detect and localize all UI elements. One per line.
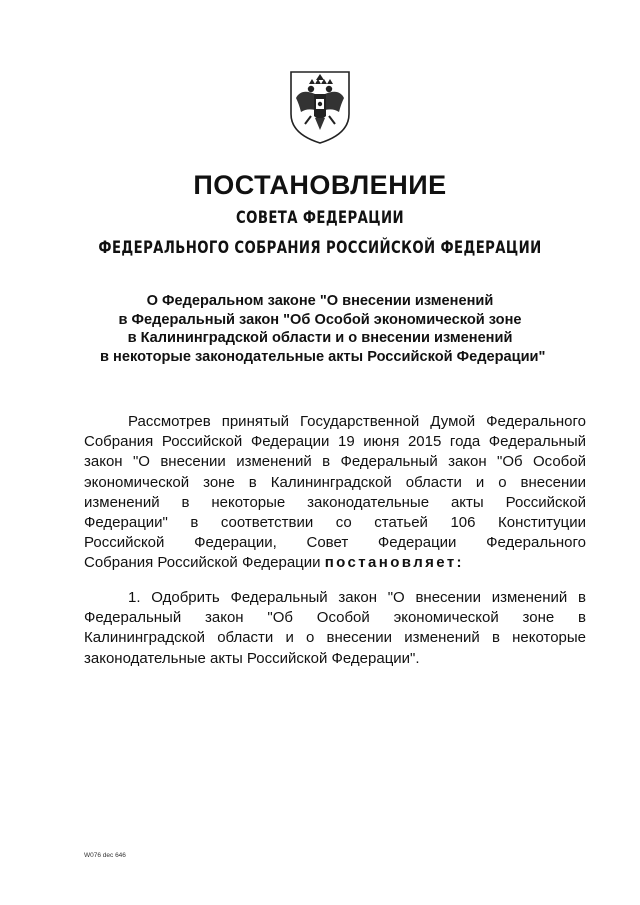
- paragraph-line: Калининградской области и о внесении изменений в некоторые: [84, 629, 586, 647]
- issuer-line-2: ФЕДЕРАЛЬНОГО СОБРАНИЯ РОССИЙСКОЙ ФЕДЕРАЦИИ: [98, 238, 542, 258]
- coat-of-arms-emblem: [287, 68, 353, 146]
- paragraph-line: Собрания Российской Федерации 19 июня 2015 года Федеральный: [84, 433, 586, 451]
- paragraph-line: Рассмотрев принятый Государственной Думой Федерального: [128, 413, 586, 430]
- subject-line: в Федеральный закон "Об Особой экономической зоне: [118, 311, 522, 328]
- document-subject: [100, 292, 546, 366]
- paragraph-line: законодательные акты Российской Федерации".: [84, 649, 420, 667]
- paragraph-line: экономической зоне в Калининградской области и о внесении: [84, 473, 586, 491]
- paragraph-line-start: Собрания Российской Федерации: [84, 554, 325, 572]
- paragraph-line: 1. Одобрить Федеральный закон "О внесении изменений в: [128, 589, 586, 606]
- paragraph-line: изменений в некоторые законодательные акты Российской: [84, 493, 586, 511]
- subject-line: в некоторые законодательные акты Российской Федерации": [100, 348, 546, 365]
- paragraph-preamble: [84, 412, 586, 574]
- paragraph-line: Федерации" в соответствии со статьей 106 Конституции: [84, 514, 586, 532]
- subject-line: в Калининградской области и о внесении изменений: [127, 330, 513, 346]
- resolution-keyword: постановляет:: [324, 554, 464, 572]
- paragraph-clause-1: [84, 588, 586, 669]
- document-code: W076 dec 646: [84, 852, 126, 859]
- paragraph-line: [84, 553, 586, 573]
- issuer-line-1: СОВЕТА ФЕДЕРАЦИИ: [236, 208, 404, 228]
- paragraph-line: закон "О внесении изменений в Федеральный закон "Об Особой: [84, 453, 586, 471]
- paragraph-line: Федеральный закон "Об Особой экономической зоне в: [84, 609, 586, 627]
- paragraph-line: Российской Федерации, Совет Федерации Федерального: [84, 534, 586, 552]
- document-title: ПОСТАНОВЛЕНИЕ: [193, 170, 447, 200]
- subject-line: О Федеральном законе "О внесении изменений: [146, 293, 494, 309]
